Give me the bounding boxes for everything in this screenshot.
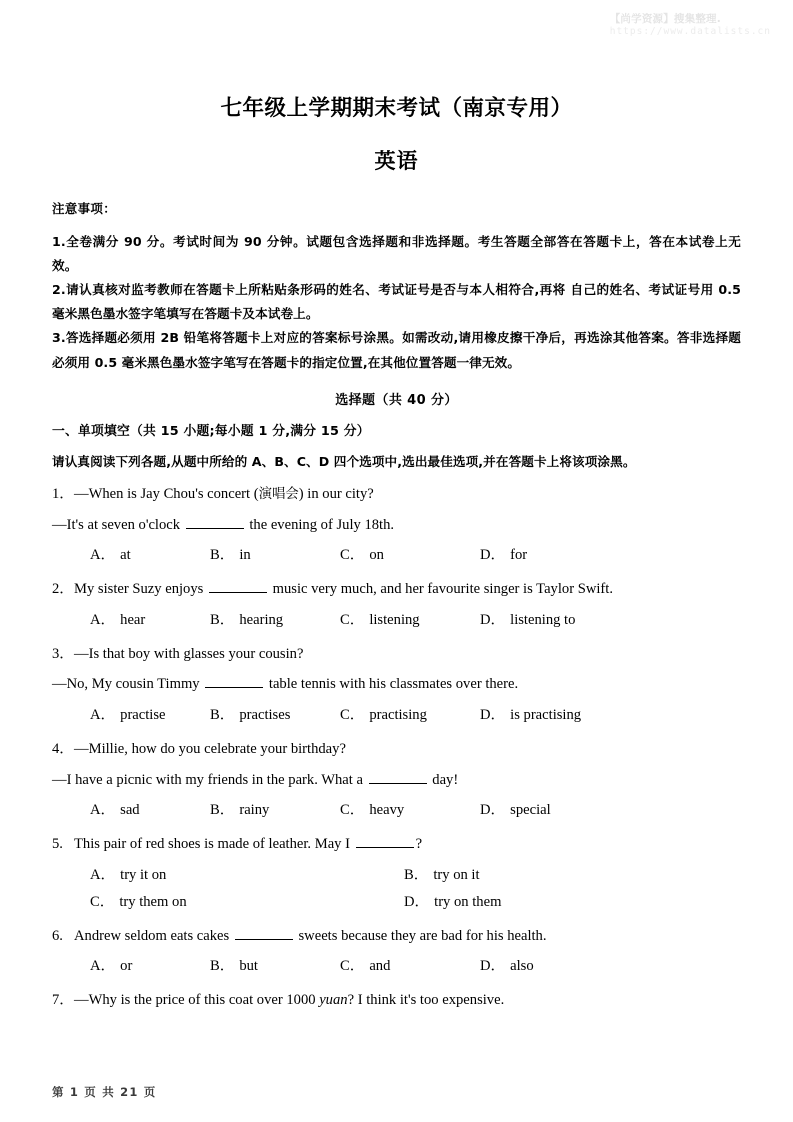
question-block [52,483,741,565]
option-text: in [239,547,251,564]
notes-heading: 注意事项： [52,200,117,216]
option-letter: B． [210,611,235,628]
question-number: 1． [52,485,74,502]
option-c[interactable] [340,544,384,567]
question-stem [52,989,741,1012]
question-list [52,483,741,1012]
option-a[interactable] [90,955,132,978]
option-d[interactable] [480,955,534,978]
question-text: —When is Jay Chou's concert (演唱会) in our city? [74,485,374,502]
option-letter: B． [404,866,429,883]
question-block [52,578,741,630]
option-text: try on them [434,893,502,910]
option-c[interactable] [340,609,420,632]
option-text: try them on [119,893,187,910]
option-text: or [120,958,133,975]
question-text: —It's at seven o'clock the evening of July 18th. [52,517,394,533]
option-text: rainy [239,802,270,819]
option-a[interactable] [90,704,166,727]
option-d[interactable] [404,891,501,914]
option-letter: C． [340,547,365,564]
question-text: —Why is the price of this coat over 1000 yuan? I think it's too expensive. [74,992,505,1009]
option-letter: D． [480,707,506,724]
option-letter: D． [480,547,506,564]
question-block [52,643,741,725]
note-item-2: 2.请认真核对监考教师在答题卡上所粘贴条形码的姓名、考试证号是否与本人相符合,再将 自己的姓名、考试证号用 0.5 毫米黑色墨水签字笔填写在答题卡及本试卷上。 [52,282,741,322]
question-stem [52,483,741,506]
question-number: 4． [52,741,74,758]
page-footer: 第 1 页 共 21 页 [52,1085,157,1099]
option-row [52,609,741,630]
option-letter: C． [90,893,115,910]
page-title: 七年级上学期期末考试（南京专用） [220,96,573,121]
answer-blank [356,833,414,848]
question-stem [52,738,741,761]
option-text: try on it [433,866,480,883]
part-one-heading: 一、单项填空（共 15 小题;每小题 1 分,满分 15 分） [52,423,370,439]
option-row [52,704,741,725]
option-row [52,799,741,820]
note-item-1: 1.全卷满分 90 分。考试时间为 90 分钟。试题包含选择题和非选择题。考生答题全部答在答题卡上，答在本试卷上无效。 [52,233,741,273]
option-text: try it on [120,866,167,883]
option-text: practises [239,707,291,724]
option-letter: A． [90,611,116,628]
option-a[interactable] [90,799,140,822]
chinese-gloss: 演唱会 [258,486,299,502]
part-one-instruction: 请认真阅读下列各题,从题中所给的 A、B、C、D 四个选项中,选出最佳选项,并在答题卡上将该项涂黑。 [52,453,636,469]
question-block [52,925,741,977]
option-text: on [369,547,384,564]
question-stem [52,578,741,601]
option-letter: B． [210,802,235,819]
option-text: listening [369,611,420,628]
option-row [52,955,741,976]
option-text: also [510,958,534,975]
option-text: is practising [510,707,582,724]
question-number: 3． [52,645,74,662]
option-letter: A． [90,547,116,564]
question-block [52,989,741,1012]
option-letter: C． [340,958,365,975]
question-stem [52,643,741,666]
option-text: hearing [239,611,284,628]
option-a[interactable] [90,609,145,632]
option-letter: B． [210,707,235,724]
option-letter: A． [90,707,116,724]
option-letter: D． [480,802,506,819]
option-letter: D． [480,611,506,628]
option-c[interactable] [340,704,427,727]
question-block [52,833,741,912]
option-d[interactable] [480,799,551,822]
option-letter: B． [210,958,235,975]
option-text: special [510,802,551,819]
option-b[interactable] [210,955,258,978]
option-text: practise [120,707,166,724]
option-text: hear [120,611,146,628]
question-text: —I have a picnic with my friends in the park. What a day! [52,772,458,788]
option-letter: D． [480,958,506,975]
option-letter: A． [90,866,116,883]
answer-blank [209,578,267,593]
option-d[interactable] [480,609,575,632]
option-c[interactable] [90,891,187,914]
question-text: —Millie, how do you celebrate your birthday? [74,741,346,758]
question-block [52,738,741,820]
italic-term: yuan [319,992,348,1009]
answer-blank [369,769,427,784]
option-text: listening to [510,611,576,628]
question-number: 7． [52,992,74,1009]
option-letter: D． [404,893,430,910]
option-letter: B． [210,547,235,564]
question-text: Andrew seldom eats cakes sweets because they are bad for his health. [74,928,547,944]
option-d[interactable] [480,544,527,567]
option-text: but [239,958,258,975]
option-c[interactable] [340,955,390,978]
note-item-3: 3.答选择题必须用 2B 铅笔将答题卡上对应的答案标号涂黑。如需改动,请用橡皮擦干净后，再选涂其他答案。答非选择题必须用 0.5 毫米黑色墨水签字笔写在答题卡的指定位置,在其他位置答题一律无效。 [52,330,741,370]
answer-blank [235,925,293,940]
watermark-source-text: 【尚学资源】搜集整理. [609,13,721,25]
option-b[interactable] [404,864,480,887]
option-b[interactable] [210,799,269,822]
option-letter: A． [90,958,116,975]
option-c[interactable] [340,799,404,822]
question-text: —Is that boy with glasses your cousin? [74,645,304,662]
option-text: and [369,958,391,975]
option-a[interactable] [90,864,166,887]
option-row [52,891,741,912]
option-letter: C． [340,611,365,628]
option-a[interactable] [90,544,131,567]
exam-notes [52,199,741,375]
question-text: —No, My cousin Timmy table tennis with his classmates over there. [52,676,518,692]
question-stem [52,833,741,856]
question-number: 2． [52,581,74,598]
question-stem-continued [52,514,741,537]
option-b[interactable] [210,609,283,632]
answer-blank [205,674,263,689]
option-b[interactable] [210,544,251,567]
option-d[interactable] [480,704,581,727]
question-text: My sister Suzy enjoys music very much, and her favourite singer is Taylor Swift. [74,581,613,597]
question-stem-continued [52,769,741,792]
question-text: This pair of red shoes is made of leather. May I ? [74,836,422,852]
answer-blank [186,514,244,529]
question-number: 5. [52,836,63,853]
option-text: sad [120,802,140,819]
subject-title: 英语 [374,148,419,173]
option-letter: C． [340,707,365,724]
option-row [52,864,741,885]
question-number: 6. [52,927,63,944]
option-row [52,544,741,565]
option-letter: A． [90,802,116,819]
option-text: heavy [369,802,405,819]
question-stem [52,925,741,948]
choice-section-title: 选择题（共 40 分） [335,392,458,408]
option-b[interactable] [210,704,290,727]
option-letter: C． [340,802,365,819]
option-text: for [510,547,528,564]
option-text: practising [369,707,427,724]
watermark-url: https://www.datalists.cn [609,26,771,38]
option-text: at [120,547,131,564]
question-stem-continued [52,673,741,696]
